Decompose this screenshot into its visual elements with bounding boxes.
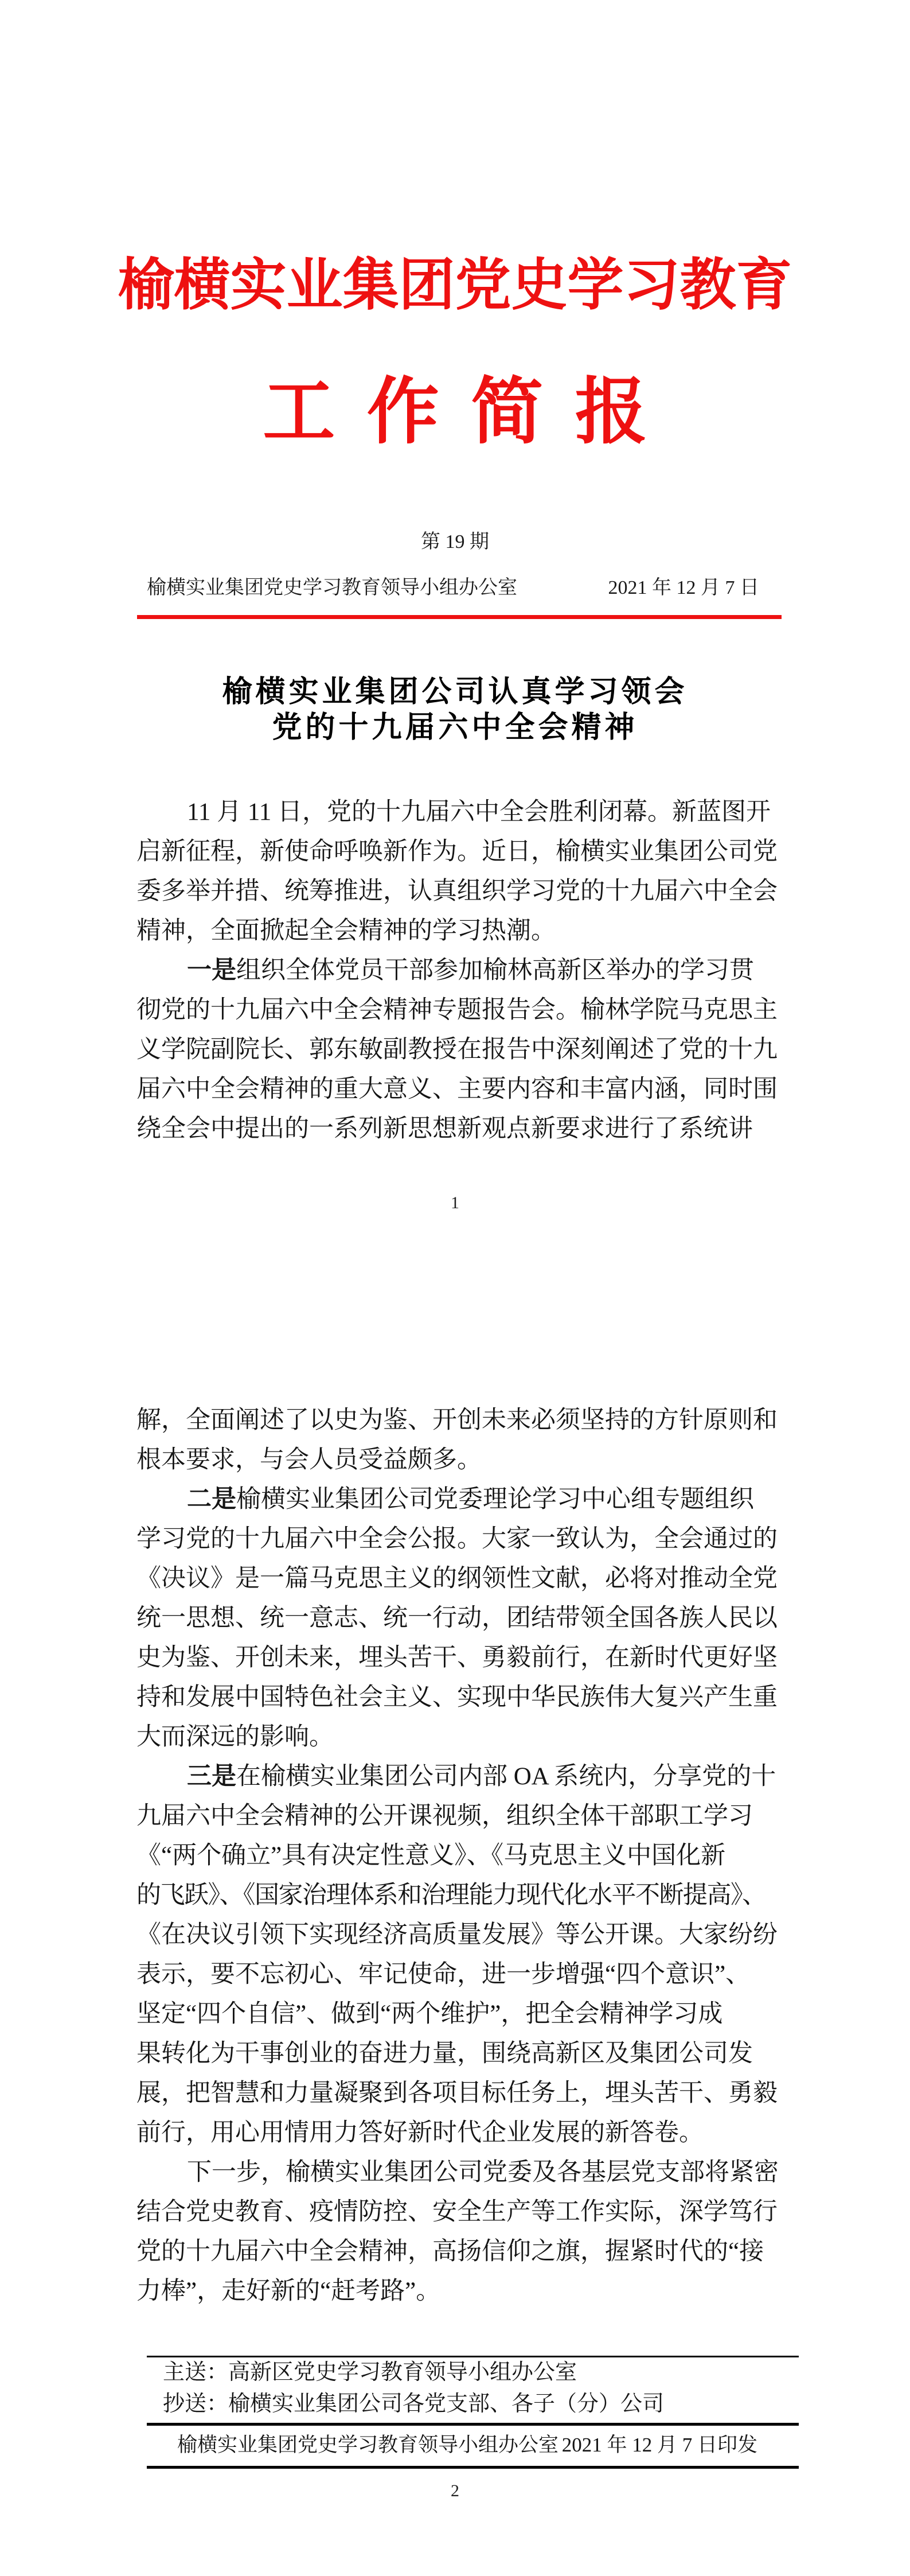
body-line: 义学院副院长、郭东敏副教授在报告中深刻阐述了党的十九 xyxy=(136,1036,778,1063)
footer-bottom-rule xyxy=(147,2466,799,2469)
main-send-row xyxy=(163,2359,794,2386)
body-line: 下一步，榆横实业集团公司党委及各基层党支部将紧密 xyxy=(187,2159,779,2186)
body-line: 前行，用心用情用力答好新时代企业发展的新答卷。 xyxy=(136,2119,704,2146)
article-title-line2: 党的十九届六中全会精神 xyxy=(272,711,638,744)
masthead-subtitle: 工 作 简 报 xyxy=(263,373,654,453)
body-line: 史为鉴、开创未来，埋头苦干、勇毅前行，在新时代更好坚 xyxy=(136,1644,778,1671)
copy-send-label: 抄送： xyxy=(163,2392,229,2416)
print-row xyxy=(147,2432,799,2458)
body-line: 结合党史教育、疫情防控、安全生产等工作实际，深学笃行 xyxy=(136,2198,778,2225)
body-line: 展，把智慧和力量凝聚到各项目标任务上，埋头苦干、勇毅 xyxy=(136,2080,778,2107)
body-line: 彻党的十九届六中全会精神专题报告会。榆林学院马克思主 xyxy=(136,997,778,1024)
page1-number: 1 xyxy=(451,1193,459,1212)
body-line: 委多举并措、统筹推进，认真组织学习党的十九届六中全会 xyxy=(136,878,778,905)
print-issuing-office: 榆横实业集团党史学习教育领导小组办公室 xyxy=(177,2434,559,2456)
body-line: 九届六中全会精神的公开课视频，组织全体干部职工学习 xyxy=(136,1803,753,1830)
body-line: 精神，全面掀起全会精神的学习热潮。 xyxy=(136,917,556,944)
body-line: 启新征程，新使命呼唤新作为。近日，榆横实业集团公司党 xyxy=(136,838,778,865)
body-line: 《在决议引领下实现经济高质量发展》等公开课。大家纷纷 xyxy=(136,1921,778,1948)
main-send-value: 高新区党史学习教育领导小组办公室 xyxy=(228,2360,577,2384)
body-line: 《决议》是一篇马克思主义的纲领性文献，必将对推动全党 xyxy=(136,1565,778,1592)
body-line: 根本要求，与会人员受益颇多。 xyxy=(136,1446,482,1473)
body-line: 三是在榆横实业集团公司内部 OA 系统内，分享党的十 xyxy=(187,1763,776,1790)
issue-info-row xyxy=(147,578,759,598)
body-line: 解，全面阐述了以史为鉴、开创未来必须坚持的方针原则和 xyxy=(136,1407,778,1434)
body-line: 果转化为干事创业的奋进力量，围绕高新区及集团公司发 xyxy=(136,2040,753,2067)
masthead-divider-rule xyxy=(137,615,782,619)
body-line: 一是组织全体党员干部参加榆林高新区举办的学习贯 xyxy=(187,957,754,984)
body-line: 大而深远的影响。 xyxy=(136,1723,334,1750)
body-line: 持和发展中国特色社会主义、实现中华民族伟大复兴产生重 xyxy=(136,1684,778,1711)
body-line: 党的十九届六中全会精神，高扬信仰之旗，握紧时代的“接 xyxy=(136,2238,764,2265)
body-line: 坚定“四个自信”、做到“两个维护”，把全会精神学习成 xyxy=(136,2001,723,2028)
body-line: 力棒”，走好新的“赶考路”。 xyxy=(136,2278,441,2305)
paragraph-lead: 二是 xyxy=(187,1486,236,1513)
body-line: 表示，要不忘初心、牢记使命，进一步增强“四个意识”、 xyxy=(136,1961,751,1988)
body-line: 届六中全会精神的重大意义、主要内容和丰富内涵，同时围 xyxy=(136,1076,778,1103)
body-line: 的飞跃》、《国家治理体系和治理能力现代化水平不断提高》、 xyxy=(136,1882,766,1909)
page2-number: 2 xyxy=(451,2481,459,2500)
paragraph-lead: 一是 xyxy=(187,957,236,984)
body-line: 《“两个确立”具有决定性意义》、《马克思主义中国化新 xyxy=(136,1842,726,1869)
article-title xyxy=(0,675,910,746)
body-line: 统一思想、统一意志、统一行动，团结带领全国各族人民以 xyxy=(136,1605,778,1632)
main-send-label: 主送： xyxy=(163,2360,229,2384)
masthead-title: 榆横实业集团党史学习教育 xyxy=(118,252,792,318)
body-line: 绕全会中提出的一系列新思想新观点新要求进行了系统讲 xyxy=(136,1115,753,1142)
paragraph-lead: 三是 xyxy=(187,1763,236,1790)
print-date: 2021 年 12 月 7 日印发 xyxy=(561,2434,757,2456)
body-line: 11 月 11 日，党的十九届六中全会胜利闭幕。新蓝图开 xyxy=(187,799,771,826)
page1-body xyxy=(136,792,781,1149)
issue-date: 2021 年 12 月 7 日 xyxy=(608,577,759,598)
article-title-line1: 榆横实业集团公司认真学习领会 xyxy=(222,676,688,709)
body-line: 二是榆横实业集团公司党委理论学习中心组专题组织 xyxy=(187,1486,754,1513)
footer-top-rule xyxy=(147,2356,799,2357)
body-line: 学习党的十九届六中全会公报。大家一致认为，全会通过的 xyxy=(136,1526,778,1552)
issue-number: 第 19 期 xyxy=(421,531,489,552)
page2-body xyxy=(136,1400,781,2311)
copy-send-row xyxy=(163,2391,794,2417)
copy-send-value: 榆横实业集团公司各党支部、各子（分）公司 xyxy=(228,2392,665,2416)
issuing-office: 榆横实业集团党史学习教育领导小组办公室 xyxy=(147,577,517,598)
footer-middle-rule xyxy=(147,2423,799,2426)
